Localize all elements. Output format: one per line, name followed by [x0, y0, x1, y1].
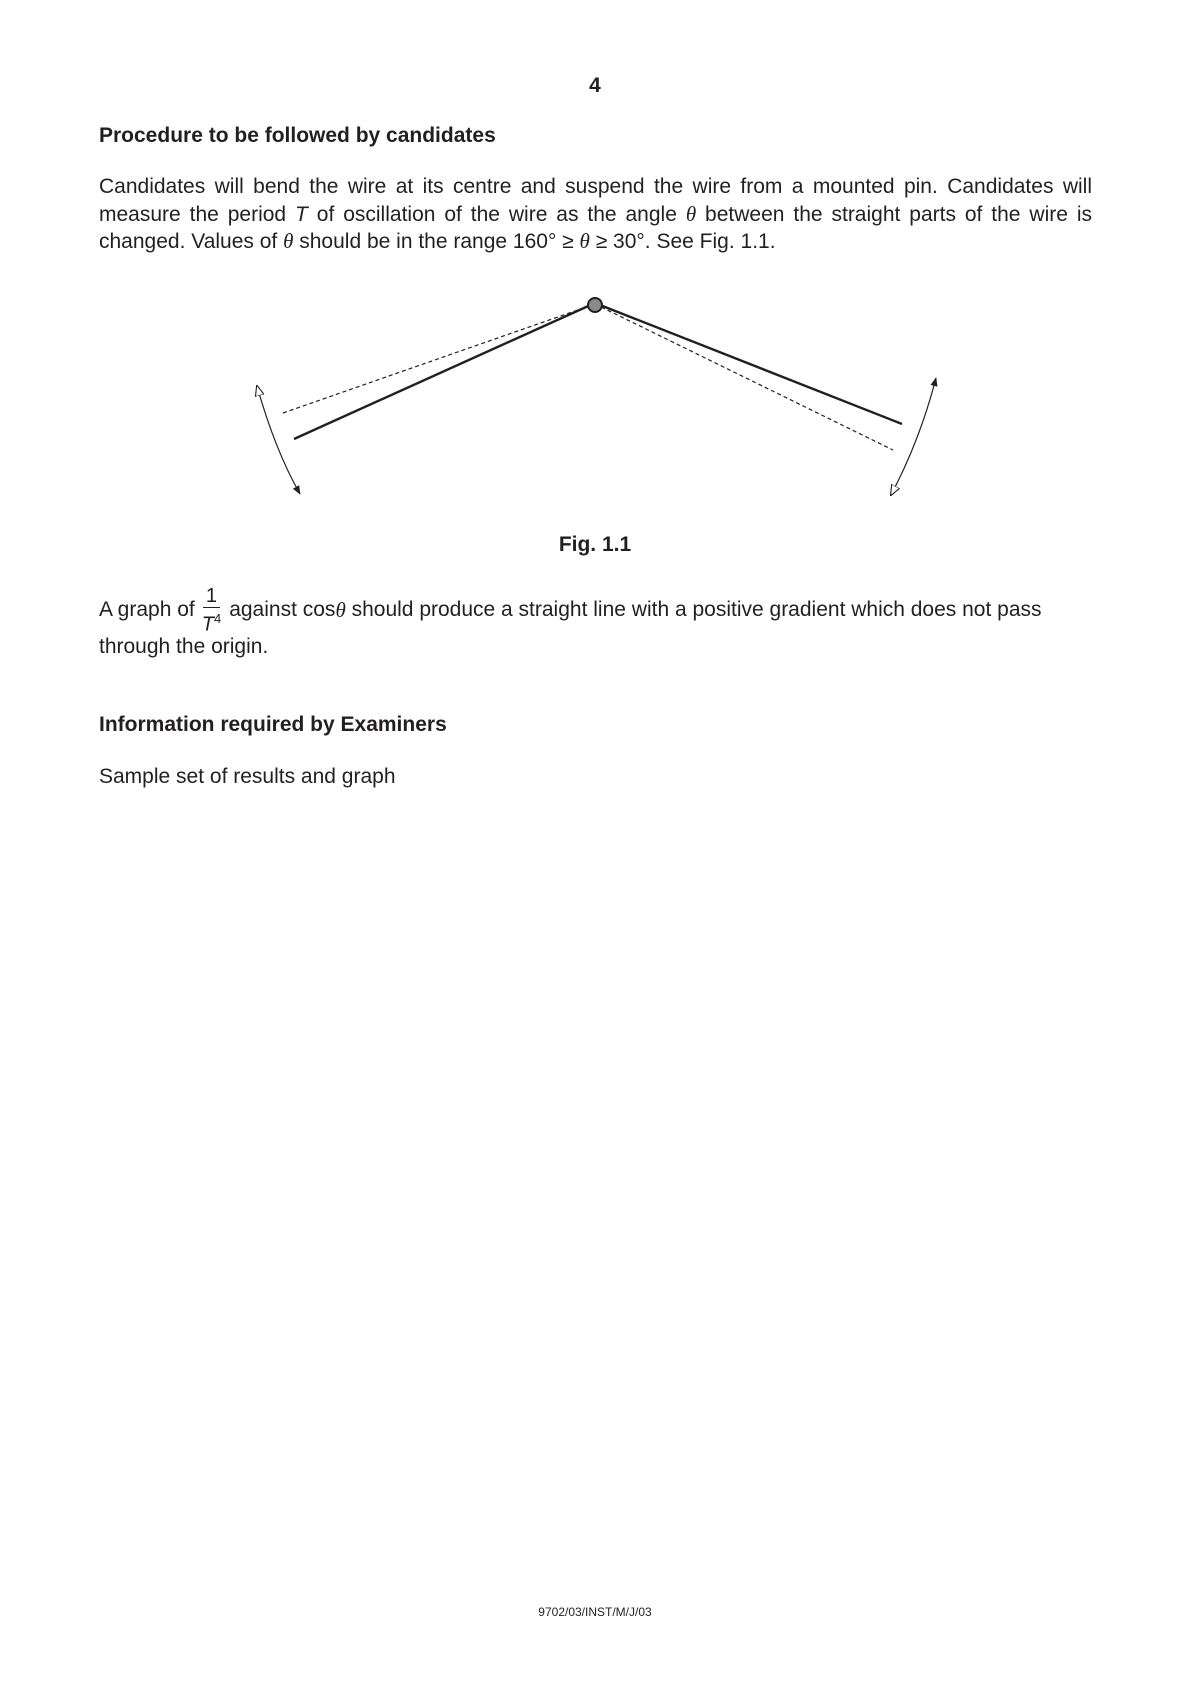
graph-statement: [99, 586, 1092, 635]
fraction-denominator: [202, 608, 221, 635]
graph-text-prefix: A graph of: [99, 598, 195, 622]
wire-diagram: [230, 280, 960, 510]
theta-symbol: θ: [685, 201, 697, 226]
examiners-text-block: [99, 764, 1092, 791]
theta-symbol: θ: [335, 597, 346, 622]
wire-displaced-right: [595, 304, 893, 450]
swing-arrow-left-icon: [257, 386, 300, 494]
procedure-text-1: Candidates will bend the wire at its centre and suspend the wire from a mounted pin. Candidates will measure the period: [99, 175, 1092, 226]
procedure-text-2: of oscillation of the wire as the angle: [307, 202, 686, 226]
procedure-text-5: ≥ 30°. See Fig. 1.1.: [589, 230, 776, 253]
examiners-text: Sample set of results and graph: [99, 765, 396, 788]
procedure-heading: Procedure to be followed by candidates: [99, 124, 496, 147]
graph-text-line2: through the origin.: [99, 635, 269, 658]
theta-symbol: θ: [283, 229, 294, 253]
wire-displaced-left: [283, 304, 595, 413]
wire-left-arm: [294, 303, 595, 439]
figure-caption: Fig. 1.1: [558, 533, 632, 556]
procedure-paragraph: [99, 174, 1092, 256]
wire-diagram-svg: [230, 280, 960, 510]
procedure-text-3: between the straight parts of the wire is changed. Values of: [99, 202, 1092, 253]
period-symbol: T: [295, 202, 308, 226]
fraction-denominator-power: 4: [213, 611, 222, 626]
fraction-one-over-t4: [202, 586, 221, 635]
page-number: 4: [589, 74, 601, 97]
theta-symbol: θ: [579, 229, 590, 253]
wire-right-arm: [595, 303, 902, 424]
procedure-text-4: should be in the range 160° ≥: [293, 230, 580, 253]
examiners-heading: Information required by Examiners: [99, 713, 447, 736]
graph-text-mid: against cos: [229, 598, 336, 622]
graph-text-end: should produce a straight line with a positive gradient which does not pass: [345, 598, 1042, 622]
fraction-numerator: 1: [203, 586, 220, 608]
fraction-denominator-symbol: T: [201, 613, 214, 636]
footer-code: 9702/03/INST/M/J/03: [538, 1605, 652, 1619]
graph-statement-line2: [99, 634, 1092, 661]
swing-arrow-right-icon: [891, 378, 936, 495]
mounted-pin: [588, 298, 602, 312]
